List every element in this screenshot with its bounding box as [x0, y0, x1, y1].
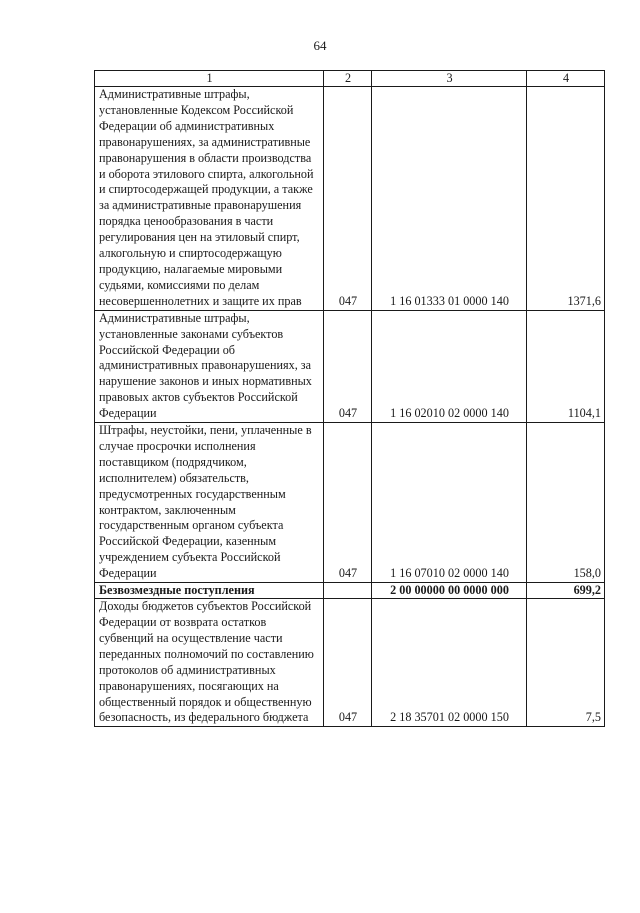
table-row — [95, 87, 605, 311]
amount-cell: 1371,6 — [527, 87, 605, 311]
revenue-name-cell: Административные штрафы, установленные Кодексом Российской Федерации об административных правонарушениях, за административные правонарушения в области производства и оборота этилового спирта, алкогольной и спиртосодержащей продукции, а также за административные правонарушения порядка ценообразования в части регулирования цен на этиловый спирт, алкогольную и спиртосодержащую продукцию, налагаемые мировыми судьями, комиссиями по делам несовершеннолетних и защите их прав — [95, 87, 324, 311]
budget-classification-code-cell: 1 16 01333 01 0000 140 — [372, 87, 527, 311]
table-row — [95, 599, 605, 727]
column-header: 1 — [95, 71, 324, 87]
revenue-name-cell: Доходы бюджетов субъектов Российской Федерации от возврата остатков субвенций на осуществление части переданных полномочий по составлению протоколов об административных правонарушениях, посягающих на общественный порядок и общественную безопасность, из федерального бюджета — [95, 599, 324, 727]
revenue-name-cell: Безвозмездные поступления — [95, 583, 324, 599]
amount-cell: 699,2 — [527, 583, 605, 599]
budget-classification-code-cell: 2 18 35701 02 0000 150 — [372, 599, 527, 727]
table-row — [95, 310, 605, 422]
table-row — [95, 423, 605, 583]
budget-classification-code-cell: 2 00 00000 00 0000 000 — [372, 583, 527, 599]
amount-cell: 158,0 — [527, 423, 605, 583]
revenue-name-cell: Административные штрафы, установленные законами субъектов Российской Федерации об административных правонарушениях, за нарушение законов и иных нормативных правовых актов субъектов Российской Федерации — [95, 310, 324, 422]
table-row-section-total — [95, 583, 605, 599]
header-row — [95, 71, 605, 87]
administrator-code-cell: 047 — [324, 599, 372, 727]
column-header: 4 — [527, 71, 605, 87]
revenue-name-cell: Штрафы, неустойки, пени, уплаченные в случае просрочки исполнения поставщиком (подрядчиком, исполнителем) обязательств, предусмотренных государственным контрактом, заключенным государственным органом субъекта Российской Федерации, казенным учреждением субъекта Российской Федерации — [95, 423, 324, 583]
administrator-code-cell: 047 — [324, 310, 372, 422]
administrator-code-cell: 047 — [324, 423, 372, 583]
column-header: 3 — [372, 71, 527, 87]
column-header: 2 — [324, 71, 372, 87]
amount-cell: 1104,1 — [527, 310, 605, 422]
budget-classification-code-cell: 1 16 07010 02 0000 140 — [372, 423, 527, 583]
budget-classification-code-cell: 1 16 02010 02 0000 140 — [372, 310, 527, 422]
page-number: 64 — [313, 38, 327, 53]
amount-cell: 7,5 — [527, 599, 605, 727]
administrator-code-cell — [324, 583, 372, 599]
administrator-code-cell: 047 — [324, 87, 372, 311]
revenue-table — [94, 70, 605, 727]
